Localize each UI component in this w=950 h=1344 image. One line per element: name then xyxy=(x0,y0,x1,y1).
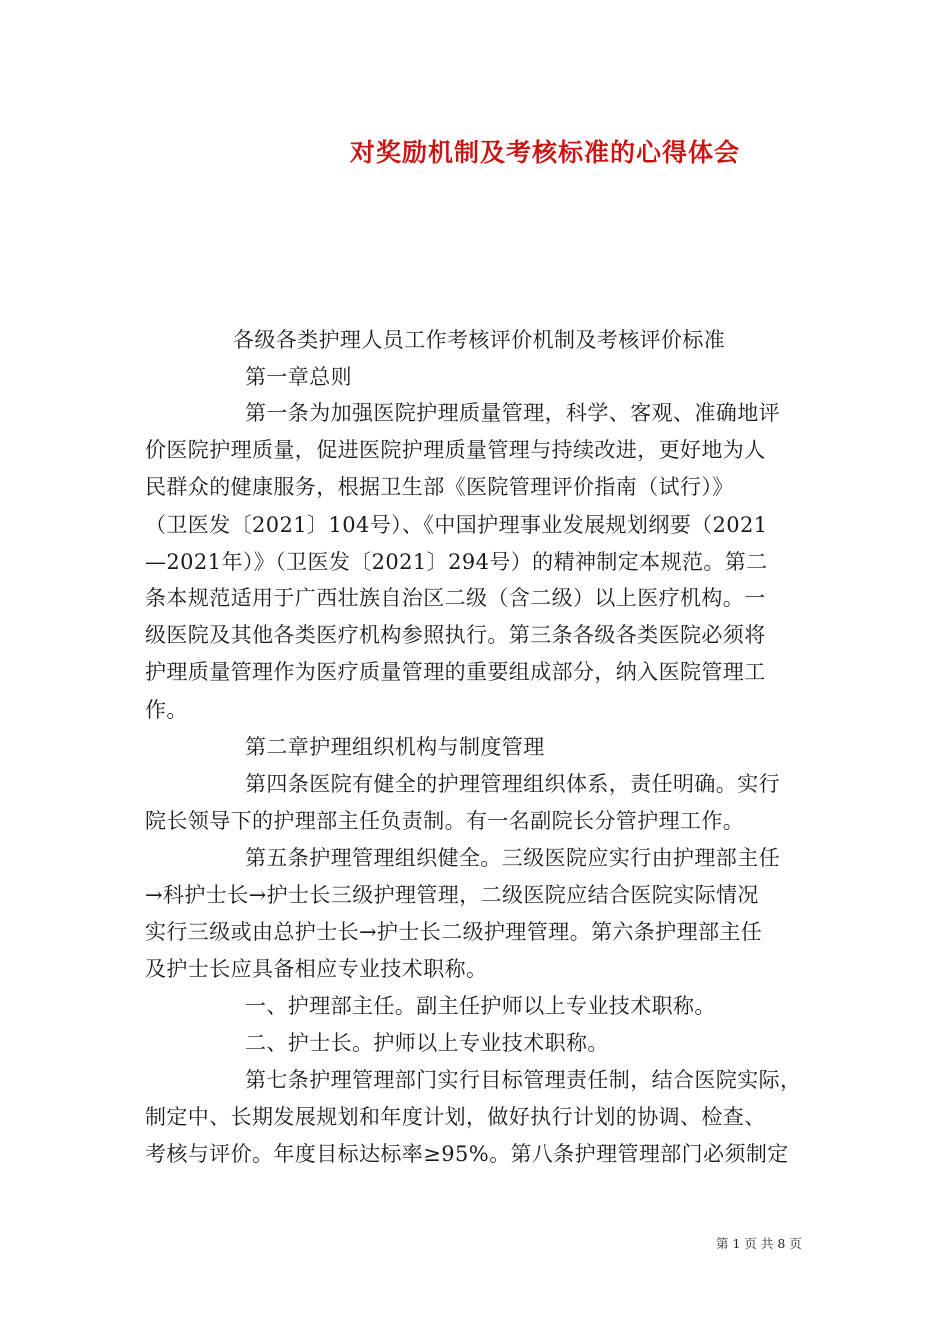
text-line: 第一条为加强医院护理质量管理，科学、客观、准确地评 xyxy=(245,401,780,425)
text-line: 作。 xyxy=(145,698,188,722)
text-line: 制定中、长期发展规划和年度计划，做好执行计划的协调、检查、 xyxy=(145,1105,766,1129)
text-line: 第五条护理管理组织健全。三级医院应实行由护理部主任 xyxy=(245,846,780,870)
text-line: 民群众的健康服务，根据卫生部《医院管理评价指南（试行）》 xyxy=(145,475,734,499)
document-title: 对奖励机制及考核标准的心得体会 xyxy=(349,138,740,167)
text-line: 条本规范适用于广西壮族自治区二级（含二级）以上医疗机构。一 xyxy=(145,586,766,610)
text-line: （卫医发〔2021〕104号）、《中国护理事业发展规划纲要（2021 xyxy=(145,513,768,537)
text-line: 院长领导下的护理部主任负责制。有一名副院长分管护理工作。 xyxy=(145,809,745,833)
text-line: 第一章总则 xyxy=(245,365,352,389)
text-line: 一、护理部主任。副主任护师以上专业技术职称。 xyxy=(245,994,716,1018)
page-number: 第 1 页 共 8 页 xyxy=(716,1236,802,1251)
text-line: 及护士长应具备相应专业技术职称。 xyxy=(145,957,488,981)
text-line: —2021年）》（卫医发〔2021〕294号）的精神制定本规范。第二 xyxy=(145,550,768,574)
text-line: 第七条护理管理部门实行目标管理责任制，结合医院实际， xyxy=(245,1068,802,1092)
text-line: 级医院及其他各类医疗机构参照执行。第三条各级各类医院必须将 xyxy=(145,623,766,647)
text-line: 实行三级或由总护士长→护士长二级护理管理。第六条护理部主任 xyxy=(145,920,763,944)
text-line: 护理质量管理作为医疗质量管理的重要组成部分，纳入医院管理工 xyxy=(145,660,766,684)
text-line: 价医院护理质量，促进医院护理质量管理与持续改进，更好地为人 xyxy=(145,438,766,462)
text-line: 第二章护理组织机构与制度管理 xyxy=(245,735,545,759)
text-line: →科护士长→护士长三级护理管理，二级医院应结合医院实际情况 xyxy=(145,883,759,907)
text-line: 考核与评价。年度目标达标率≥95%。第八条护理管理部门必须制定 xyxy=(145,1142,789,1166)
text-line: 二、护士长。护师以上专业技术职称。 xyxy=(245,1031,609,1055)
text-line: 各级各类护理人员工作考核评价机制及考核评价标准 xyxy=(233,328,726,352)
text-line: 第四条医院有健全的护理管理组织体系，责任明确。实行 xyxy=(245,772,780,796)
